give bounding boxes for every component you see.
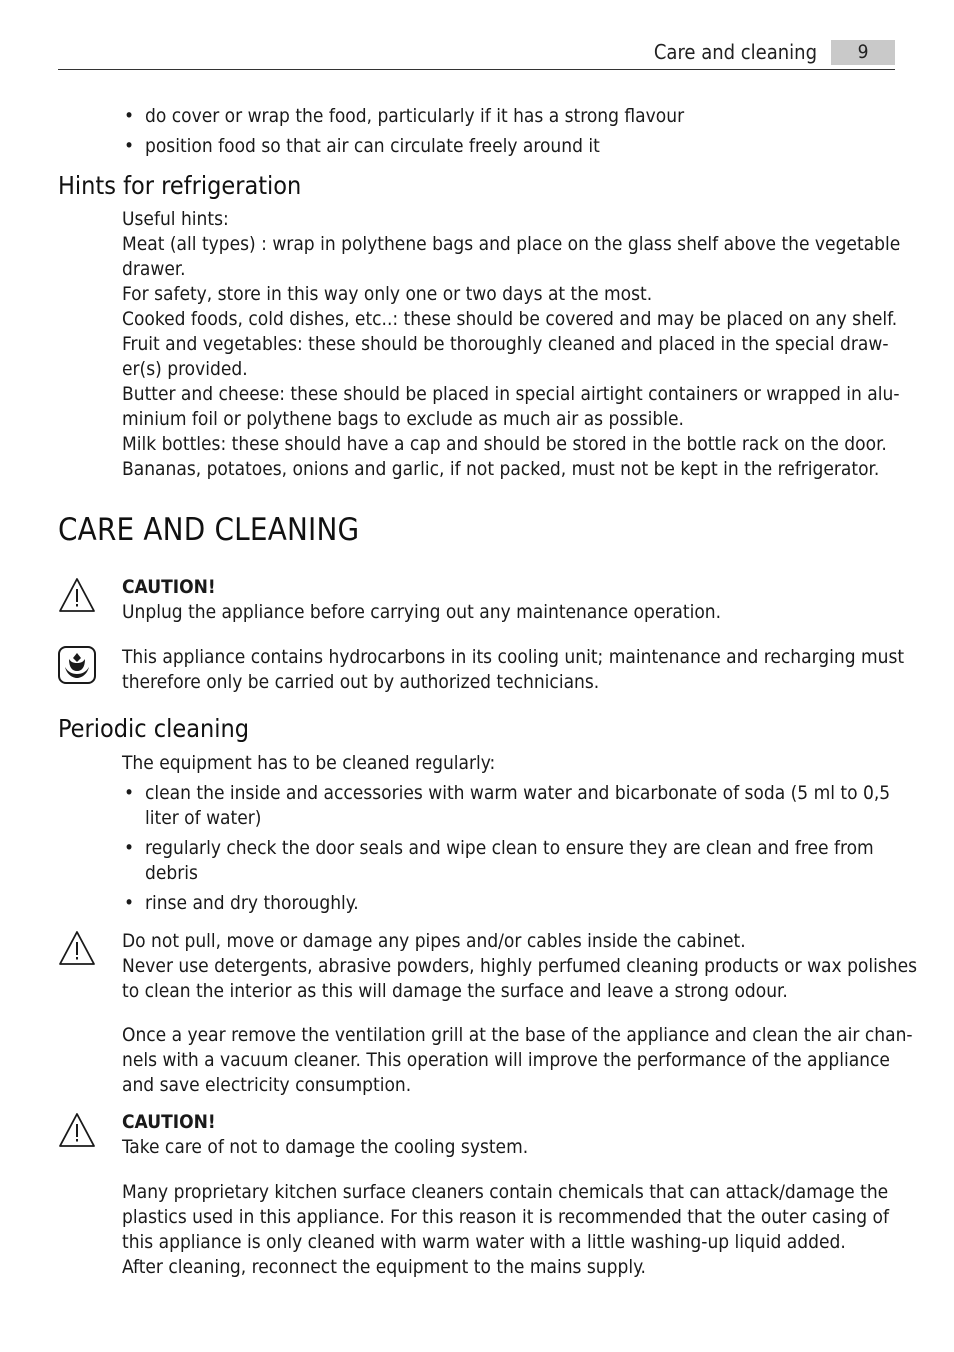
section-heading-hints: Hints for refrigeration xyxy=(58,171,302,200)
text-line: er(s) provided. xyxy=(122,358,248,380)
periodic-bullet-list xyxy=(122,781,897,916)
caution-text: Unplug the appliance before carrying out any maintenance operation. xyxy=(122,601,722,623)
list-item xyxy=(122,781,897,831)
caution-label: CAUTION! xyxy=(122,576,216,598)
text-line: Cooked foods, cold dishes, etc..: these should be covered and may be placed on any shelf. xyxy=(122,308,898,330)
text-line: For safety, store in this way only one or two days at the most. xyxy=(122,283,653,305)
text-line: After cleaning, reconnect the equipment to the mains supply. xyxy=(122,1256,646,1278)
text-line: Butter and cheese: these should be placed in special airtight containers or wrapped in alu- xyxy=(122,383,900,405)
list-item xyxy=(122,891,897,916)
running-header-title: Care and cleaning xyxy=(653,40,817,64)
warning-triangle-icon xyxy=(57,929,97,969)
text-line: Do not pull, move or damage any pipes and/or cables inside the cabinet. xyxy=(122,930,746,952)
list-item xyxy=(122,836,897,886)
section-heading-periodic-cleaning: Periodic cleaning xyxy=(58,714,250,743)
text-line: Many proprietary kitchen surface cleaners contain chemicals that can attack/damage the xyxy=(122,1181,889,1203)
environment-flower-icon xyxy=(57,645,97,685)
list-item: • do cover or wrap the food, particularly if it has a strong flavour xyxy=(122,104,897,129)
text-line: Bananas, potatoes, onions and garlic, if not packed, must not be kept in the refrigerator. xyxy=(122,458,880,480)
text-line: drawer. xyxy=(122,258,186,280)
text-line: Useful hints: xyxy=(122,208,229,230)
caution-block-2 xyxy=(122,1110,897,1160)
text-line: nels with a vacuum cleaner. This operation will improve the performance of the appliance xyxy=(122,1049,890,1071)
text-line: minium foil or polythene bags to exclude as much air as possible. xyxy=(122,408,684,430)
warning-triangle-icon xyxy=(57,576,97,616)
cabinet-warning xyxy=(122,929,918,1004)
text-line: This appliance contains hydrocarbons in its cooling unit; maintenance and recharging must xyxy=(122,646,905,668)
text-line: plastics used in this appliance. For this reason it is recommended that the outer casing of xyxy=(122,1206,889,1228)
warning-triangle-icon xyxy=(57,1111,97,1151)
caution-label: CAUTION! xyxy=(122,1111,216,1133)
text-line: therefore only be carried out by authorized technicians. xyxy=(122,671,600,693)
page-number: 9 xyxy=(831,40,895,65)
text-line: Milk bottles: these should have a cap and should be stored in the bottle rack on the door. xyxy=(122,433,887,455)
periodic-intro: The equipment has to be cleaned regularly: xyxy=(122,752,496,774)
text-line: debris xyxy=(145,862,198,884)
cleaners-paragraph xyxy=(122,1180,897,1280)
environment-note xyxy=(122,645,905,695)
text-line: Once a year remove the ventilation grill at the base of the appliance and clean the air chan- xyxy=(122,1024,913,1046)
text-line: liter of water) xyxy=(145,807,262,829)
text-line: Fruit and vegetables: these should be thoroughly cleaned and placed in the special draw- xyxy=(122,333,889,355)
ventilation-paragraph xyxy=(122,1023,913,1098)
text-line: and save electricity consumption. xyxy=(122,1074,412,1096)
chapter-heading-care-and-cleaning: CARE AND CLEANING xyxy=(58,512,360,548)
text-line: • rinse and dry thoroughly. xyxy=(145,892,359,914)
text-line: • clean the inside and accessories with warm water and bicarbonate of soda (5 ml to 0,5 xyxy=(145,782,891,804)
text-line: to clean the interior as this will damage the surface and leave a strong odour. xyxy=(122,980,788,1002)
text-line: • regularly check the door seals and wipe clean to ensure they are clean and free from xyxy=(145,837,874,859)
caution-text: Take care of not to damage the cooling system. xyxy=(122,1136,529,1158)
text-line: Never use detergents, abrasive powders, highly perfumed cleaning products or wax polishes xyxy=(122,955,918,977)
list-item: • position food so that air can circulate freely around it xyxy=(122,134,897,159)
caution-block-1 xyxy=(122,575,897,625)
header-divider xyxy=(58,69,895,70)
text-line: this appliance is only cleaned with warm water with a little washing-up liquid added. xyxy=(122,1231,846,1253)
hints-paragraph xyxy=(122,207,901,482)
storage-bullet-list xyxy=(122,104,897,159)
text-line: Meat (all types) : wrap in polythene bags and place on the glass shelf above the vegetable xyxy=(122,233,901,255)
